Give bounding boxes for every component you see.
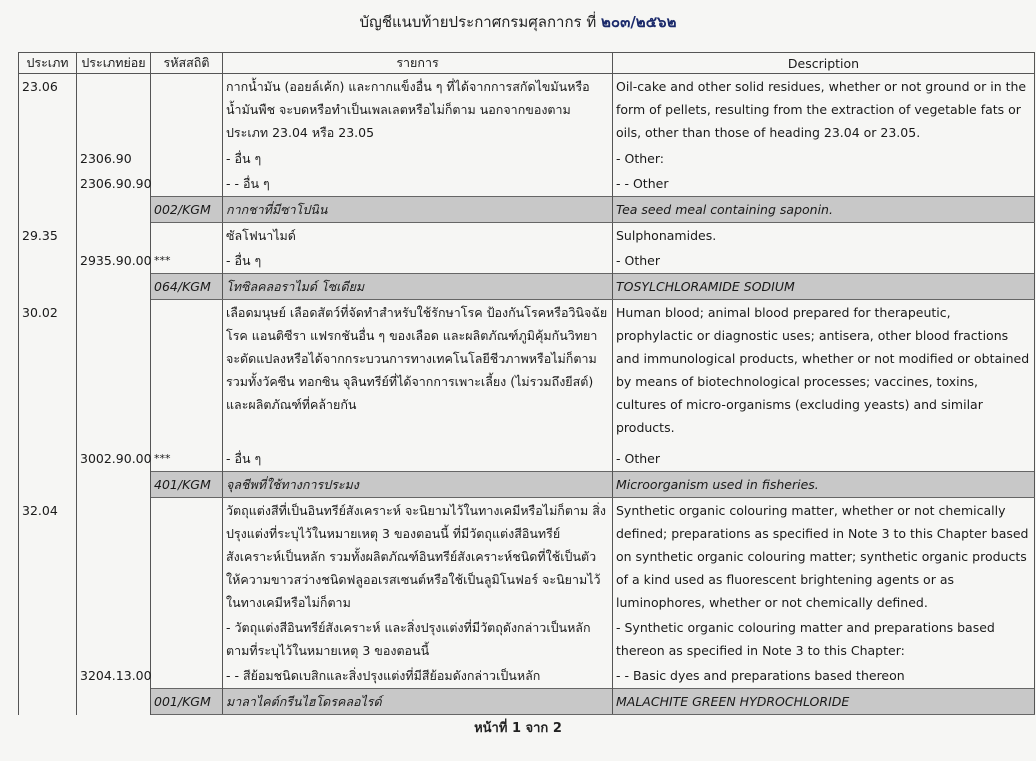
description-cell: Human blood; animal blood prepared for therapeutic, prophylactic or diagnostic uses; antisera, other blood fractions and immunological products, whether or not modified or obtained by means of biotechnological processes; vaccines, toxins, cultures of micro-organisms (excluding yeasts) and similar products. [613,300,1035,447]
table-row [19,472,1035,498]
header-thai-description: รายการ [223,53,613,74]
heading-cell [19,197,77,223]
description-cell: Sulphonamides. [613,223,1035,249]
description-cell: - Other [613,446,1035,472]
table-row [19,248,1035,274]
heading-cell [19,446,77,472]
heading-cell [19,472,77,498]
table-header-row [19,53,1035,74]
subheading-cell: 3204.13.00 [77,663,151,689]
stat-code-cell [151,171,223,197]
subheading-cell: 2306.90.90 [77,171,151,197]
table-row [19,171,1035,197]
stat-code-cell: 001/KGM [151,689,223,715]
thai-description-cell: กากน้ำมัน (ออยล์เค้ก) และกากแข็งอื่น ๆ ที่ได้จากการสกัดไขมันหรือน้ำมันพืช จะบดหรือทำเป็นเพลเลตหรือไม่ก็ตาม นอกจากของตามประเภท 23.04 หรือ 23.05 [223,74,613,147]
header-heading: ประเภท [19,53,77,74]
subheading-cell [77,300,151,447]
table-row [19,223,1035,249]
table-row [19,615,1035,663]
heading-cell [19,274,77,300]
description-cell: Synthetic organic colouring matter, whether or not chemically defined; preparations as specified in Note 3 to this Chapter based on synthetic organic colouring matter; synthetic organic products of a kind used as fluorescent brightening agents or as luminophores, whether or not chemically defined. [613,498,1035,616]
table-row [19,689,1035,715]
thai-description-cell: - อื่น ๆ [223,446,613,472]
heading-cell: 29.35 [19,223,77,249]
stat-code-cell: 002/KGM [151,197,223,223]
table-row [19,498,1035,616]
header-description: Description [613,53,1035,74]
subheading-cell [77,689,151,715]
table-row [19,274,1035,300]
description-cell: - - Other [613,171,1035,197]
heading-cell [19,615,77,663]
description-cell: - Synthetic organic colouring matter and preparations based thereon as specified in Note 3 to this Chapter: [613,615,1035,663]
thai-description-cell: กากชาที่มีซาโปนิน [223,197,613,223]
stat-code-cell [151,498,223,616]
page-title [0,10,1036,34]
stat-code-cell: *** [151,248,223,274]
stat-code-cell: 064/KGM [151,274,223,300]
heading-cell [19,146,77,171]
subheading-cell: 3002.90.00 [77,446,151,472]
subheading-cell [77,615,151,663]
heading-cell [19,689,77,715]
thai-description-cell: มาลาไคต์กรีนไฮโดรคลอไรด์ [223,689,613,715]
page-number: หน้าที่ 1 จาก 2 [474,721,562,736]
description-cell: - Other [613,248,1035,274]
stat-code-cell [151,74,223,147]
subheading-cell [77,223,151,249]
description-cell: - Other: [613,146,1035,171]
stat-code-cell [151,663,223,689]
stat-code-cell [151,615,223,663]
thai-description-cell: โทซิลคลอราไมด์ โซเดียม [223,274,613,300]
description-cell: Oil-cake and other solid residues, whether or not ground or in the form of pellets, resulting from the extraction of vegetable fats or oils, other than those of heading 23.04 or 23.05. [613,74,1035,147]
thai-description-cell: - - สีย้อมชนิดเบสิกและสิ่งปรุงแต่งที่มีสีย้อมดังกล่าวเป็นหลัก [223,663,613,689]
table-row [19,197,1035,223]
tariff-table [18,52,1035,715]
thai-description-cell: ซัลโฟนาไมด์ [223,223,613,249]
heading-cell: 23.06 [19,74,77,147]
subheading-cell: 2935.90.00 [77,248,151,274]
heading-cell [19,248,77,274]
heading-cell [19,171,77,197]
description-cell: Tea seed meal containing saponin. [613,197,1035,223]
thai-description-cell: จุลชีพที่ใช้ทางการประมง [223,472,613,498]
stat-code-cell: *** [151,446,223,472]
heading-cell: 32.04 [19,498,77,616]
table-row [19,446,1035,472]
subheading-cell [77,74,151,147]
thai-description-cell: - - อื่น ๆ [223,171,613,197]
stat-code-cell: 401/KGM [151,472,223,498]
table-row [19,74,1035,147]
heading-cell [19,663,77,689]
title-number: ๒๐๓/๒๕๖๒ [601,13,677,31]
table-row [19,300,1035,447]
thai-description-cell: - วัตถุแต่งสีอินทรีย์สังเคราะห์ และสิ่งปรุงแต่งที่มีวัตถุดังกล่าวเป็นหลัก ตามที่ระบุไว้ในหมายเหตุ 3 ของตอนนี้ [223,615,613,663]
table-row [19,663,1035,689]
subheading-cell: 2306.90 [77,146,151,171]
header-stat-code: รหัสสถิติ [151,53,223,74]
subheading-cell [77,498,151,616]
heading-cell: 30.02 [19,300,77,447]
description-cell: Microorganism used in fisheries. [613,472,1035,498]
thai-description-cell: - อื่น ๆ [223,146,613,171]
description-cell: MALACHITE GREEN HYDROCHLORIDE [613,689,1035,715]
header-subheading: ประเภทย่อย [77,53,151,74]
subheading-cell [77,472,151,498]
subheading-cell [77,274,151,300]
subheading-cell [77,197,151,223]
description-cell: - - Basic dyes and preparations based thereon [613,663,1035,689]
thai-description-cell: - อื่น ๆ [223,248,613,274]
stat-code-cell [151,300,223,447]
title-text: บัญชีแนบท้ายประกาศกรมศุลกากร ที่ [359,13,602,31]
stat-code-cell [151,146,223,171]
thai-description-cell: วัตถุแต่งสีที่เป็นอินทรีย์สังเคราะห์ จะนิยามไว้ในทางเคมีหรือไม่ก็ตาม สิ่งปรุงแต่งที่ระบุไว้ในหมายเหตุ 3 ของตอนนี้ ที่มีวัตถุแต่งสีอินทรีย์สังเคราะห์เป็นหลัก รวมทั้งผลิตภัณฑ์อินทรีย์สังเคราะห์ชนิดที่ใช้เป็นตัวให้ความขาวสว่างชนิดฟลูออเรสเซนต์หรือใช้เป็นลูมิโนฟอร์ จะนิยามไว้ในทางเคมีหรือไม่ก็ตาม [223,498,613,616]
stat-code-cell [151,223,223,249]
thai-description-cell: เลือดมนุษย์ เลือดสัตว์ที่จัดทำสำหรับใช้รักษาโรค ป้องกันโรคหรือวินิจฉัยโรค แอนติซีรา แฟรกชันอื่น ๆ ของเลือด และผลิตภัณฑ์ภูมิคุ้มกันวิทยาจะดัดแปลงหรือได้จากกระบวนการทางเทคโนโลยีชีวภาพหรือไม่ก็ตาม รวมทั้งวัคซีน ทอกซิน จุลินทรีย์ที่ได้จากการเพาะเลี้ยง (ไม่รวมถึงยีสต์) และผลิตภัณฑ์ที่คล้ายกัน [223,300,613,447]
description-cell: TOSYLCHLORAMIDE SODIUM [613,274,1035,300]
table-row [19,146,1035,171]
